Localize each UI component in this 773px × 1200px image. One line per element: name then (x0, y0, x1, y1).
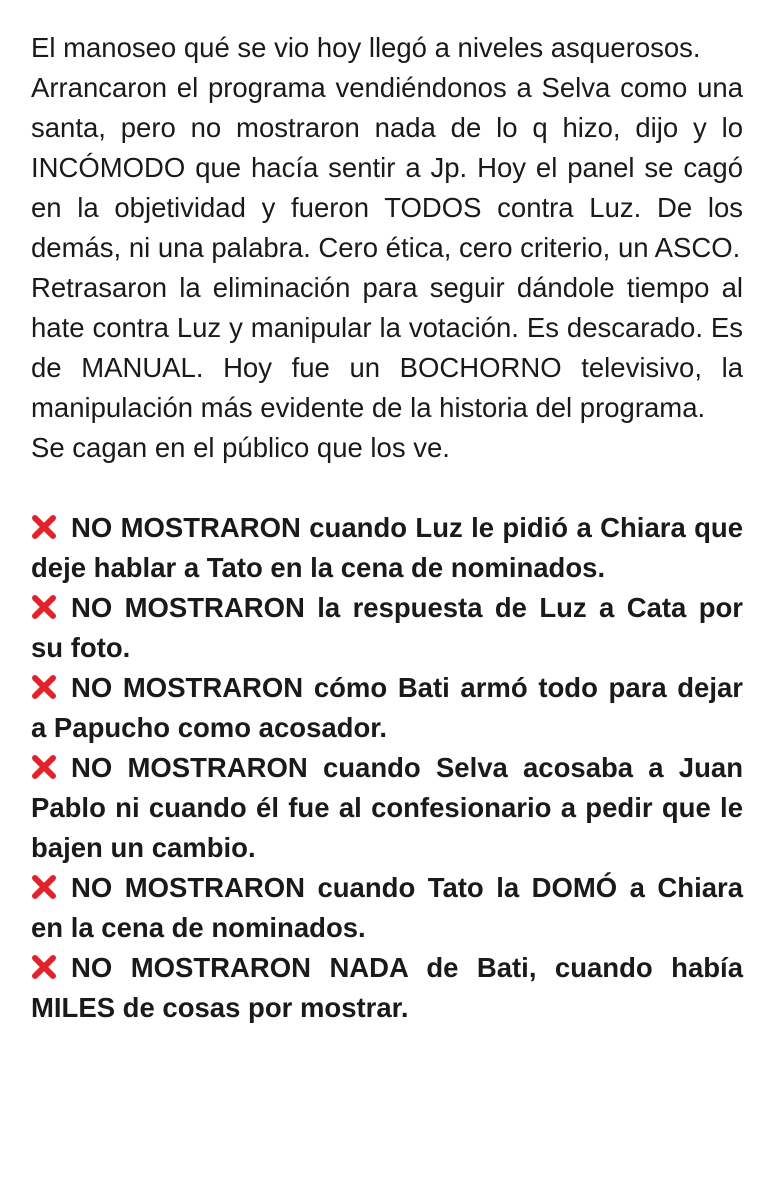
cross-mark-icon (31, 674, 57, 700)
list-item (31, 748, 743, 868)
cross-mark-icon (31, 594, 57, 620)
paragraph-closing: Se cagan en el público que los ve. (31, 432, 450, 463)
paragraph-program: Arrancaron el programa vendiéndonos a Selva como una santa, pero no mostraron nada de lo q hizo, dijo y lo INCÓMODO que hacía sentir a Jp. Hoy el panel se cagó en la objetividad y fueron TODOS contra Luz. De los demás, ni una palabra. Cero ética, cero criterio, un ASCO. (31, 72, 743, 263)
cross-mark-icon (31, 514, 57, 540)
cross-mark-icon (31, 954, 57, 980)
list-item-text: NO MOSTRARON cuando Luz le pidió a Chiara que deje hablar a Tato en la cena de nominados. (31, 512, 743, 583)
cross-mark-icon (31, 754, 57, 780)
list-item (31, 948, 743, 1028)
document-body (31, 28, 743, 1028)
list-item (31, 668, 743, 748)
list-item-text: NO MOSTRARON cómo Bati armó todo para dejar a Papucho como acosador. (31, 672, 743, 743)
list-item (31, 508, 743, 588)
spacer (31, 468, 743, 508)
paragraph-intro: El manoseo qué se vio hoy llegó a niveles asquerosos. (31, 32, 701, 63)
list-item-text: NO MOSTRARON NADA de Bati, cuando había MILES de cosas por mostrar. (31, 952, 743, 1023)
list-item-text: NO MOSTRARON cuando Selva acosaba a Juan Pablo ni cuando él fue al confesionario a pedir que le bajen un cambio. (31, 752, 743, 863)
paragraph-elimination: Retrasaron la eliminación para seguir dándole tiempo al hate contra Luz y manipular la votación. Es descarado. Es de MANUAL. Hoy fue un BOCHORNO televisivo, la manipulación más evidente de la historia del programa. (31, 272, 743, 423)
list-item-text: NO MOSTRARON cuando Tato la DOMÓ a Chiara en la cena de nominados. (31, 872, 743, 943)
cross-mark-icon (31, 874, 57, 900)
list-item (31, 588, 743, 668)
list-item-text: NO MOSTRARON la respuesta de Luz a Cata por su foto. (31, 592, 743, 663)
not-shown-list (31, 508, 743, 1028)
list-item (31, 868, 743, 948)
